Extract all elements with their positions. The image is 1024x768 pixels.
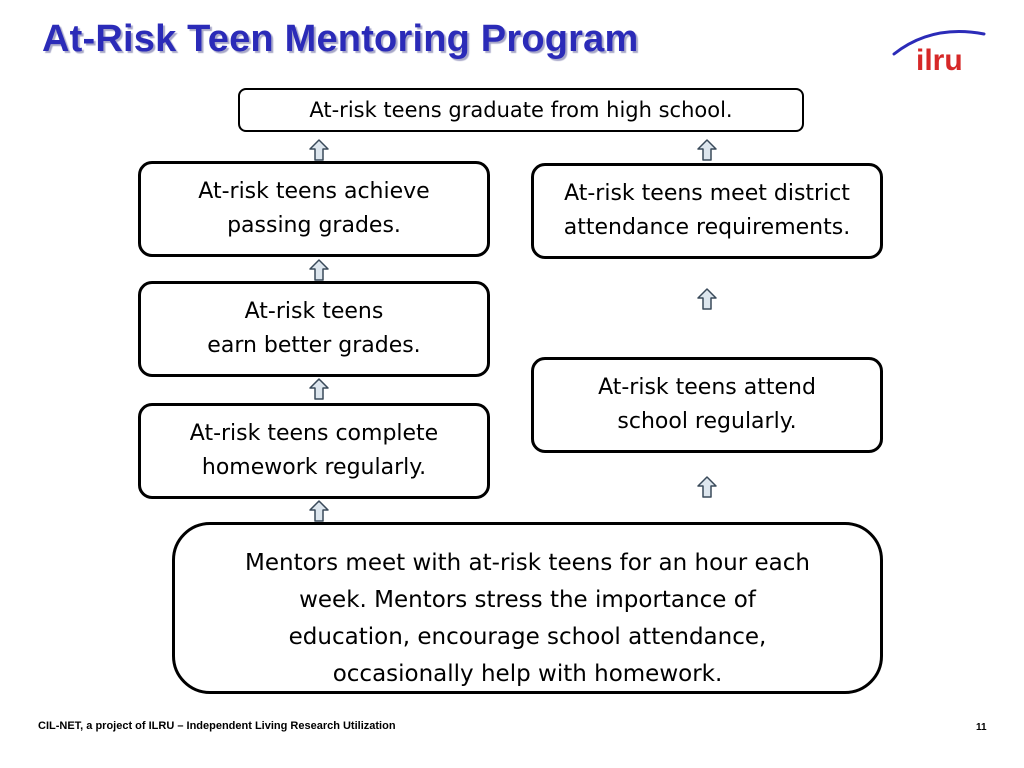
outcome-better-grades-box bbox=[138, 281, 490, 377]
outcome-attend-regularly-box bbox=[531, 357, 883, 453]
up-arrow-icon bbox=[697, 476, 717, 498]
outcome-graduate-text: At-risk teens graduate from high school. bbox=[309, 98, 733, 122]
activity-mentors-text: Mentors meet with at-risk teens for an hour each week. Mentors stress the importance of education, encourage school attendance, occasionally help with homework. bbox=[245, 550, 810, 687]
outcome-better-grades-text: At-risk teens earn better grades. bbox=[207, 299, 421, 358]
up-arrow-icon bbox=[309, 139, 329, 161]
slide-title: At-Risk Teen Mentoring Program bbox=[42, 18, 639, 60]
up-arrow-icon bbox=[697, 139, 717, 161]
outcome-attendance-requirements-box bbox=[531, 163, 883, 259]
activity-mentors-box bbox=[172, 522, 883, 694]
page-number: 11 bbox=[976, 722, 987, 733]
outcome-attend-regularly-text: At-risk teens attend school regularly. bbox=[598, 375, 816, 434]
up-arrow-icon bbox=[697, 288, 717, 310]
footer-credit: CIL-NET, a project of ILRU – Independent Living Research Utilization bbox=[38, 720, 396, 732]
ilru-logo bbox=[880, 20, 990, 80]
ilru-logo-graphic bbox=[880, 20, 990, 80]
outcome-passing-grades-box bbox=[138, 161, 490, 257]
outcome-passing-grades-text: At-risk teens achieve passing grades. bbox=[198, 179, 430, 238]
logo-text: ilru bbox=[916, 44, 963, 77]
output-homework-text: At-risk teens complete homework regularly. bbox=[189, 421, 439, 480]
outcome-graduate-box bbox=[238, 88, 804, 132]
up-arrow-icon bbox=[309, 500, 329, 522]
up-arrow-icon bbox=[309, 259, 329, 281]
output-homework-box bbox=[138, 403, 490, 499]
up-arrow-icon bbox=[309, 378, 329, 400]
outcome-attendance-requirements-text: At-risk teens meet district attendance requirements. bbox=[563, 181, 851, 240]
